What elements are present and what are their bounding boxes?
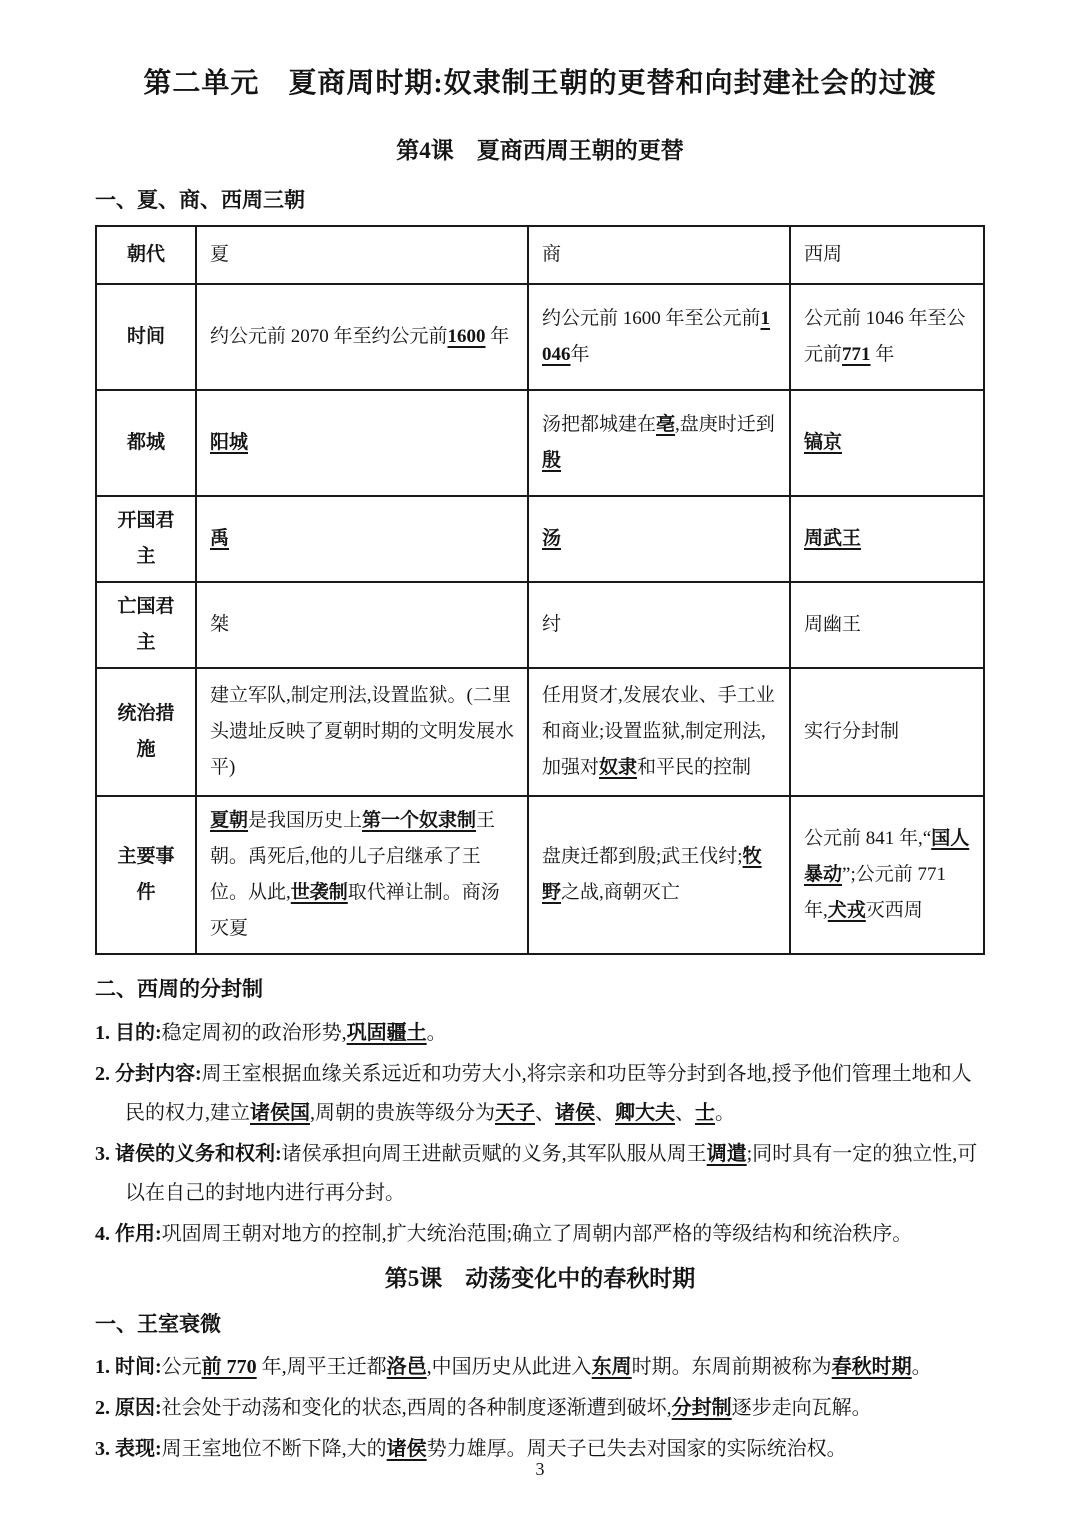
text-segment: 巩固周王朝对地方的控制,扩大统治范围;确立了周朝内部严格的等级结构和统治秩序。 (161, 1222, 913, 1245)
text-segment: 洛邑 (386, 1355, 427, 1378)
text-segment: 王朝。禹死后,他的儿子启继承了王位。从此, (210, 810, 496, 904)
text-segment: 诸侯的义务和权利: (115, 1142, 282, 1165)
table-cell (790, 668, 984, 796)
text-segment: 势力雄厚。周天子已失去对国家的实际统治权。 (426, 1437, 847, 1460)
text-segment: 周王室根据血缘关系远近和功劳大小,将宗亲和功臣等分封到各地,授予他们管理土地和人民的权力,建立 (125, 1062, 972, 1124)
table-row-capital (96, 390, 984, 496)
text-segment: 夏朝 (210, 810, 249, 831)
text-segment: ,盘庚时迁到 (675, 413, 775, 435)
text-segment: 公元 (161, 1355, 202, 1378)
table-cell (528, 582, 790, 668)
table-cell (790, 582, 984, 668)
text-segment: 盘庚迁都到殷;武王伐纣; (542, 846, 743, 868)
text-segment: 1046 (542, 307, 771, 365)
table-row-founder (96, 496, 984, 582)
table-cell (528, 668, 790, 796)
text-segment: 年,周平王迁都 (256, 1355, 387, 1378)
text-segment: 2. (95, 1062, 115, 1085)
text-segment: 卿大夫 (615, 1101, 675, 1124)
text-segment: 西周 (804, 243, 843, 265)
text-segment: 4. (95, 1222, 115, 1245)
text-segment: 牧野 (542, 846, 762, 904)
row-label: 时间 (96, 284, 196, 390)
text-segment: 周幽王 (804, 613, 862, 635)
text-segment: 阳城 (210, 431, 249, 453)
lesson4-section2-heading: 二、西周的分封制 (95, 977, 263, 1002)
lesson4-title: 第4课 夏商西周王朝的更替 (396, 138, 684, 164)
table-cell (196, 284, 528, 390)
text-segment: 调遣 (706, 1142, 747, 1165)
text-segment: ;同时具有一定的独立性,可以在自己的封地内进行再分封。 (125, 1142, 978, 1204)
text-segment: 公元前 841 年,“ (804, 828, 932, 850)
list-item-reason (95, 1389, 985, 1428)
list-item-duties-rights (95, 1135, 985, 1213)
text-segment: 。 (911, 1355, 932, 1378)
text-segment: 士 (695, 1101, 715, 1124)
table-cell (790, 796, 984, 954)
text-segment: 殷 (542, 449, 562, 471)
text-segment: 纣 (542, 613, 562, 635)
text-segment: 周王室地位不断下降,大的 (161, 1437, 387, 1460)
table-cell (196, 796, 528, 954)
table-cell (790, 390, 984, 496)
text-segment: 诸侯 (555, 1101, 595, 1124)
text-segment: 社会处于动荡和变化的状态,西周的各种制度逐渐遭到破坏, (161, 1396, 672, 1419)
text-segment: 分封制 (671, 1396, 732, 1419)
text-segment: 汤把都城建在 (542, 413, 657, 435)
text-segment: 镐京 (804, 431, 843, 453)
row-label: 亡国君主 (96, 582, 196, 668)
text-segment: 3. (95, 1437, 115, 1460)
text-segment: ”;公元前 771 年, (804, 864, 946, 922)
table-cell (790, 284, 984, 390)
text-segment: 年 (485, 325, 510, 347)
text-segment: 分封内容: (115, 1062, 202, 1085)
text-segment: 时间: (115, 1355, 162, 1378)
text-segment: 犬戎 (827, 900, 866, 922)
list-item-time (95, 1348, 985, 1387)
text-segment: 逐步走向瓦解。 (731, 1396, 872, 1419)
row-label: 都城 (96, 390, 196, 496)
dynasty-table (95, 225, 985, 956)
row-label: 朝代 (96, 226, 196, 284)
text-segment: 和平民的控制 (637, 757, 752, 779)
text-segment: 1600 (447, 325, 486, 347)
text-segment: 是我国历史上 (248, 810, 363, 831)
text-segment: 诸侯 (386, 1437, 427, 1460)
text-segment: 年 (570, 343, 590, 365)
table-cell (196, 226, 528, 284)
text-segment: 。 (426, 1021, 447, 1044)
text-segment: 前 770 (201, 1355, 257, 1378)
table-cell (790, 226, 984, 284)
text-segment: 春秋时期 (831, 1355, 912, 1378)
text-segment: 、 (535, 1101, 555, 1124)
text-segment: 、 (675, 1101, 695, 1124)
text-segment: 汤 (542, 527, 562, 549)
table-row-last-ruler (96, 582, 984, 668)
text-segment: 禹 (210, 527, 230, 549)
table-cell (196, 582, 528, 668)
lesson5-section1-heading: 一、王室衰微 (95, 1311, 221, 1336)
text-segment: 771 (842, 343, 871, 365)
text-segment: 3. (95, 1142, 115, 1165)
list-item-purpose (95, 1014, 985, 1053)
text-segment: 。 (715, 1101, 735, 1124)
text-segment: 亳 (656, 413, 676, 435)
text-segment: 约公元前 2070 年至约公元前 (210, 325, 448, 347)
text-segment: 、 (595, 1101, 615, 1124)
text-segment: 世袭制 (290, 882, 348, 904)
list-item-effect (95, 1215, 985, 1254)
text-segment: 任用贤才,发展农业、手工业和商业;设置监狱,制定刑法,加强对 (542, 684, 775, 779)
table-cell (528, 390, 790, 496)
table-row-major-events (96, 796, 984, 954)
page-number: 3 (535, 1459, 545, 1479)
text-segment: 时期。东周前期被称为 (631, 1355, 832, 1378)
text-segment: 商 (542, 243, 562, 265)
text-segment: 国人暴动 (804, 828, 970, 886)
lesson5-title: 第5课 动荡变化中的春秋时期 (384, 1265, 696, 1291)
row-label: 开国君主 (96, 496, 196, 582)
text-segment: 稳定周初的政治形势, (161, 1021, 347, 1044)
table-row-governance (96, 668, 984, 796)
text-segment: 实行分封制 (804, 720, 900, 742)
text-segment: 夏 (210, 243, 230, 265)
list-item-enfeoffment-content (95, 1055, 985, 1133)
text-segment: 年 (870, 343, 895, 365)
table-cell (196, 496, 528, 582)
table-row-time (96, 284, 984, 390)
text-segment: 巩固疆土 (346, 1021, 427, 1044)
table-cell (790, 496, 984, 582)
text-segment: 公元前 1046 年至公元前 (804, 307, 966, 365)
text-segment: 目的: (115, 1021, 162, 1044)
row-label: 主要事件 (96, 796, 196, 954)
text-segment: 表现: (115, 1437, 162, 1460)
table-cell (528, 496, 790, 582)
text-segment: 取代禅让制。商汤灭夏 (210, 882, 500, 940)
text-segment: 原因: (115, 1396, 162, 1419)
table-cell (528, 796, 790, 954)
text-segment: 1. (95, 1355, 115, 1378)
text-segment: 建立军队,制定刑法,设置监狱。(二里头遗址反映了夏朝时期的文明发展水平) (210, 684, 515, 779)
text-segment: 灭西周 (865, 900, 923, 922)
lesson4-section1-heading: 一、夏、商、西周三朝 (95, 188, 305, 213)
table-cell (196, 390, 528, 496)
table-cell (528, 226, 790, 284)
text-segment: ,中国历史从此进入 (426, 1355, 592, 1378)
text-segment: 1. (95, 1021, 115, 1044)
row-label: 统治措施 (96, 668, 196, 796)
text-segment: 之战,商朝灭亡 (561, 882, 680, 904)
unit-title: 第二单元 夏商周时期:奴隶制王朝的更替和向封建社会的过渡 (143, 68, 937, 99)
table-cell (196, 668, 528, 796)
text-segment: 诸侯承担向周王进献贡赋的义务,其军队服从周王 (281, 1142, 707, 1165)
text-segment: 约公元前 1600 年至公元前 (542, 307, 761, 329)
table-row-dynasty (96, 226, 984, 284)
text-segment: 作用: (115, 1222, 162, 1245)
text-segment: 周武王 (804, 527, 862, 549)
text-segment: ,周朝的贵族等级分为 (310, 1101, 495, 1124)
text-segment: 奴隶 (599, 757, 638, 779)
table-cell (528, 284, 790, 390)
text-segment: 诸侯国 (250, 1101, 310, 1124)
text-segment: 天子 (495, 1101, 535, 1124)
text-segment: 第一个奴隶制 (362, 810, 477, 831)
text-segment: 2. (95, 1396, 115, 1419)
text-segment: 桀 (210, 613, 230, 635)
text-segment: 东周 (591, 1355, 632, 1378)
